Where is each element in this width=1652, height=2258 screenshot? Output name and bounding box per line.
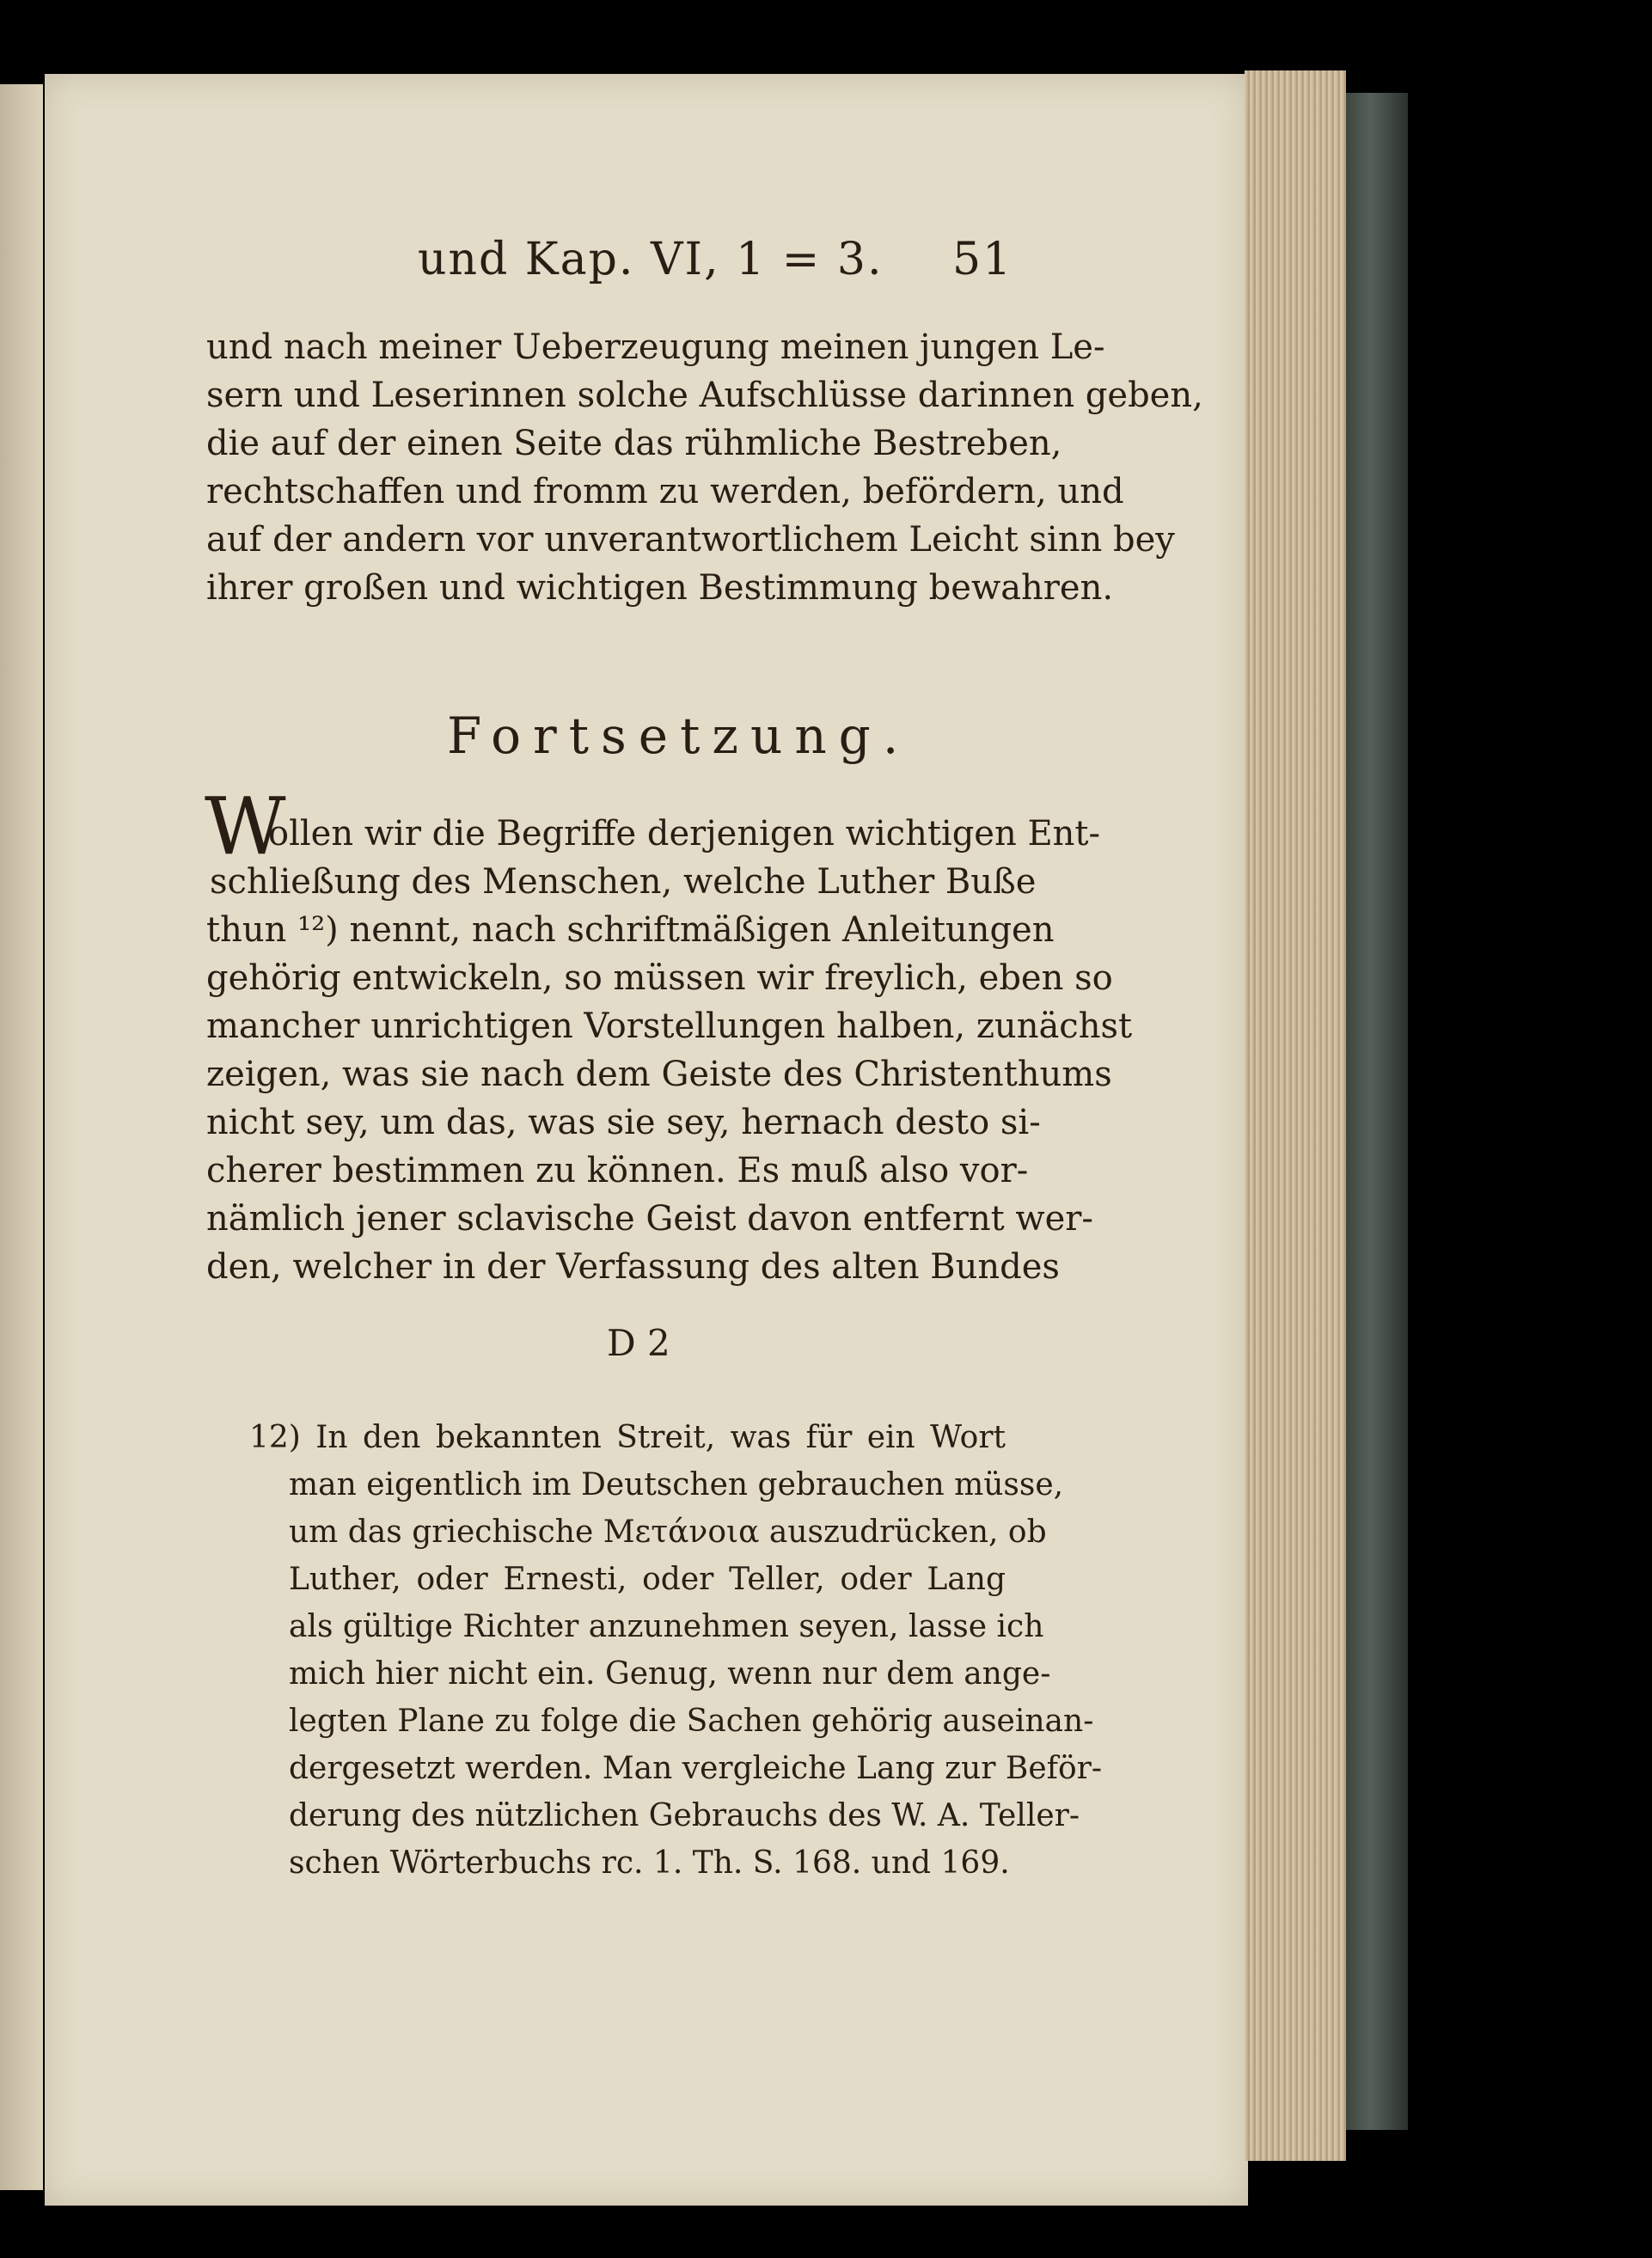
body-line: ollen wir die Begriffe derjenigen wichtigen Ent- — [268, 814, 1101, 854]
footnote-line: Luther, oder Ernesti, oder Teller, oder Lang — [289, 1562, 1006, 1597]
intro-line: rechtschaffen und fromm zu werden, befördern, und — [206, 472, 1124, 511]
body-line: nämlich jener sclavische Geist davon entfernt wer- — [206, 1199, 1093, 1239]
signature-mark: D 2 — [607, 1322, 670, 1364]
intro-line: die auf der einen Seite das rühmliche Bestreben, — [206, 424, 1062, 463]
body-line: den, welcher in der Verfassung des alten Bundes — [206, 1247, 1060, 1287]
body-line: mancher unrichtigen Vorstellungen halben, zunächst — [206, 1007, 1133, 1046]
body-line: gehörig entwickeln, so müssen wir freylich, eben so — [206, 958, 1113, 998]
page-number: 51 — [952, 234, 1013, 285]
running-title: und Kap. VI, 1 = 3. — [418, 234, 884, 285]
footnote-line: legten Plane zu folge die Sachen gehörig auseinan- — [289, 1704, 1094, 1739]
footnote-line: dergesetzt werden. Man vergleiche Lang zur Beför- — [289, 1751, 1103, 1786]
body-line: schließung des Menschen, welche Luther Buße — [210, 862, 1037, 902]
book-cover — [1346, 93, 1408, 2130]
body-line: zeigen, was sie nach dem Geiste des Christenthums — [206, 1055, 1112, 1094]
intro-line: und nach meiner Ueberzeugung meinen jungen Le- — [206, 327, 1105, 367]
facing-page-edge — [0, 84, 43, 2190]
footnote-line: schen Wörterbuchs rc. 1. Th. S. 168. und 169. — [289, 1845, 1010, 1881]
drop-cap: W — [205, 780, 286, 872]
section-heading: Fortsetzung. — [447, 707, 911, 765]
intro-line: auf der andern vor unverantwortlichem Leicht sinn bey — [206, 520, 1175, 560]
page-stack-edge — [1245, 70, 1346, 2161]
footnote-line: man eigentlich im Deutschen gebrauchen müsse, — [289, 1467, 1064, 1502]
body-line: cherer bestimmen zu können. Es muß also vor- — [206, 1151, 1029, 1190]
footnote-line: als gültige Richter anzunehmen seyen, lasse ich — [289, 1609, 1044, 1644]
body-line: nicht sey, um das, was sie sey, hernach desto si- — [206, 1103, 1041, 1142]
intro-line: ihrer großen und wichtigen Bestimmung bewahren. — [206, 568, 1114, 608]
footnote-line: 12) In den bekannten Streit, was für ein Wort — [249, 1420, 1006, 1455]
body-line: thun ¹²) nennt, nach schriftmäßigen Anleitungen — [206, 910, 1055, 950]
footnote-line: um das griechische Μετάνοια auszudrücken, ob — [289, 1515, 1047, 1550]
footnote-line: derung des nützlichen Gebrauchs des W. A. Teller- — [289, 1798, 1080, 1833]
footnote-line: mich hier nicht ein. Genug, wenn nur dem ange- — [289, 1656, 1051, 1692]
intro-line: sern und Leserinnen solche Aufschlüsse darinnen geben, — [206, 376, 1203, 415]
